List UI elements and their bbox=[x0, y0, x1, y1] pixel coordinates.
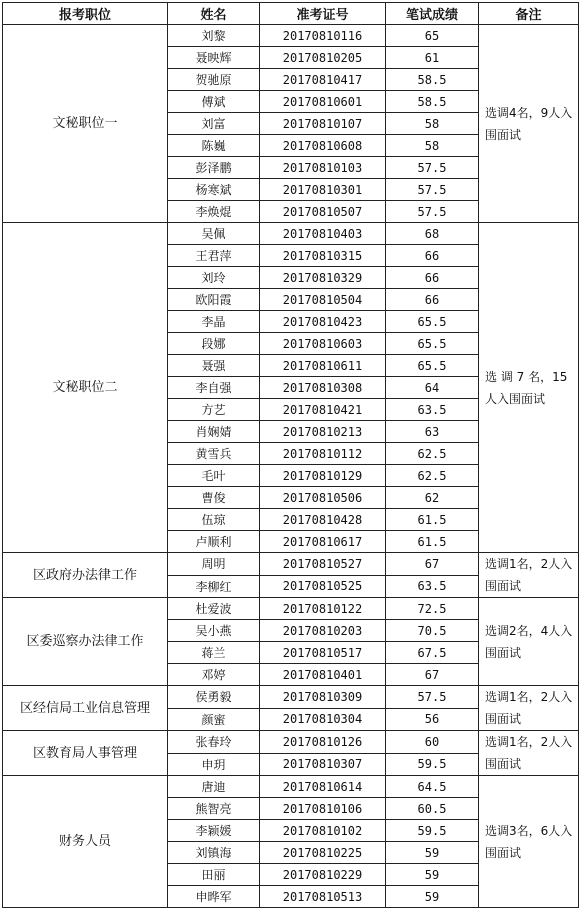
exam-id-cell: 20170810205 bbox=[260, 47, 386, 69]
exam-id-cell: 20170810617 bbox=[260, 531, 386, 553]
name-cell: 唐迪 bbox=[168, 776, 260, 798]
table-row bbox=[3, 598, 579, 620]
header-score: 笔试成绩 bbox=[386, 3, 479, 25]
exam-id-cell: 20170810504 bbox=[260, 289, 386, 311]
note-cell: 选调1名，2人入围面试 bbox=[479, 553, 579, 598]
exam-id-cell: 20170810329 bbox=[260, 267, 386, 289]
name-cell: 杨寒斌 bbox=[168, 179, 260, 201]
exam-id-cell: 20170810506 bbox=[260, 487, 386, 509]
note-cell: 选调3名，6人入围面试 bbox=[479, 776, 579, 908]
header-row bbox=[3, 3, 579, 25]
score-cell: 66 bbox=[386, 245, 479, 267]
name-cell: 肖娴婧 bbox=[168, 421, 260, 443]
name-cell: 方艺 bbox=[168, 399, 260, 421]
name-cell: 段娜 bbox=[168, 333, 260, 355]
name-cell: 周明 bbox=[168, 553, 260, 576]
exam-id-cell: 20170810309 bbox=[260, 686, 386, 709]
name-cell: 蒋兰 bbox=[168, 642, 260, 664]
table-row bbox=[3, 776, 579, 798]
exam-id-cell: 20170810308 bbox=[260, 377, 386, 399]
score-cell: 62.5 bbox=[386, 443, 479, 465]
exam-id-cell: 20170810112 bbox=[260, 443, 386, 465]
header-note: 备注 bbox=[479, 3, 579, 25]
score-cell: 57.5 bbox=[386, 686, 479, 709]
exam-id-cell: 20170810517 bbox=[260, 642, 386, 664]
score-cell: 58.5 bbox=[386, 69, 479, 91]
exam-id-cell: 20170810315 bbox=[260, 245, 386, 267]
name-cell: 聂强 bbox=[168, 355, 260, 377]
score-cell: 61.5 bbox=[386, 531, 479, 553]
score-cell: 66 bbox=[386, 289, 479, 311]
score-cell: 67 bbox=[386, 553, 479, 576]
name-cell: 李柳红 bbox=[168, 575, 260, 598]
exam-id-cell: 20170810401 bbox=[260, 664, 386, 686]
exam-id-cell: 20170810229 bbox=[260, 864, 386, 886]
score-cell: 62 bbox=[386, 487, 479, 509]
score-cell: 65.5 bbox=[386, 333, 479, 355]
exam-id-cell: 20170810608 bbox=[260, 135, 386, 157]
exam-id-cell: 20170810423 bbox=[260, 311, 386, 333]
exam-id-cell: 20170810102 bbox=[260, 820, 386, 842]
score-cell: 59 bbox=[386, 842, 479, 864]
exam-id-cell: 20170810428 bbox=[260, 509, 386, 531]
score-cell: 63.5 bbox=[386, 399, 479, 421]
name-cell: 吴小燕 bbox=[168, 620, 260, 642]
score-cell: 64.5 bbox=[386, 776, 479, 798]
score-cell: 59 bbox=[386, 886, 479, 908]
score-cell: 65 bbox=[386, 25, 479, 47]
table-row bbox=[3, 223, 579, 245]
exam-id-cell: 20170810601 bbox=[260, 91, 386, 113]
table-row bbox=[3, 731, 579, 754]
name-cell: 黄雪兵 bbox=[168, 443, 260, 465]
exam-id-cell: 20170810116 bbox=[260, 25, 386, 47]
name-cell: 杜爱波 bbox=[168, 598, 260, 620]
name-cell: 毛叶 bbox=[168, 465, 260, 487]
exam-id-cell: 20170810525 bbox=[260, 575, 386, 598]
score-cell: 56 bbox=[386, 708, 479, 731]
name-cell: 申晔军 bbox=[168, 886, 260, 908]
name-cell: 贺驰原 bbox=[168, 69, 260, 91]
name-cell: 邓婷 bbox=[168, 664, 260, 686]
position-cell: 财务人员 bbox=[3, 776, 168, 908]
note-cell: 选调1名，2人入围面试 bbox=[479, 686, 579, 731]
score-cell: 59.5 bbox=[386, 753, 479, 776]
note-cell: 选调1名，2人入围面试 bbox=[479, 731, 579, 776]
exam-id-cell: 20170810129 bbox=[260, 465, 386, 487]
name-cell: 陈巍 bbox=[168, 135, 260, 157]
exam-id-cell: 20170810421 bbox=[260, 399, 386, 421]
score-cell: 57.5 bbox=[386, 179, 479, 201]
score-cell: 58.5 bbox=[386, 91, 479, 113]
name-cell: 侯勇毅 bbox=[168, 686, 260, 709]
exam-id-cell: 20170810527 bbox=[260, 553, 386, 576]
table-row bbox=[3, 553, 579, 576]
name-cell: 李自强 bbox=[168, 377, 260, 399]
exam-id-cell: 20170810513 bbox=[260, 886, 386, 908]
score-cell: 63 bbox=[386, 421, 479, 443]
name-cell: 吴佩 bbox=[168, 223, 260, 245]
score-cell: 63.5 bbox=[386, 575, 479, 598]
exam-id-cell: 20170810403 bbox=[260, 223, 386, 245]
exam-id-cell: 20170810507 bbox=[260, 201, 386, 223]
exam-id-cell: 20170810307 bbox=[260, 753, 386, 776]
exam-id-cell: 20170810103 bbox=[260, 157, 386, 179]
exam-id-cell: 20170810225 bbox=[260, 842, 386, 864]
exam-id-cell: 20170810611 bbox=[260, 355, 386, 377]
score-cell: 58 bbox=[386, 135, 479, 157]
position-cell: 区委巡察办法律工作 bbox=[3, 598, 168, 686]
header-name: 姓名 bbox=[168, 3, 260, 25]
table-row bbox=[3, 686, 579, 709]
exam-id-cell: 20170810107 bbox=[260, 113, 386, 135]
table-row bbox=[3, 25, 579, 47]
results-table bbox=[2, 2, 579, 908]
note-cell: 选 调 7 名，15人入围面试 bbox=[479, 223, 579, 553]
name-cell: 傅斌 bbox=[168, 91, 260, 113]
name-cell: 熊智亮 bbox=[168, 798, 260, 820]
note-cell: 选调4名，9人入围面试 bbox=[479, 25, 579, 223]
name-cell: 欧阳霞 bbox=[168, 289, 260, 311]
exam-id-cell: 20170810301 bbox=[260, 179, 386, 201]
exam-id-cell: 20170810213 bbox=[260, 421, 386, 443]
name-cell: 刘镇海 bbox=[168, 842, 260, 864]
name-cell: 王君萍 bbox=[168, 245, 260, 267]
score-cell: 57.5 bbox=[386, 157, 479, 179]
score-cell: 68 bbox=[386, 223, 479, 245]
name-cell: 刘黎 bbox=[168, 25, 260, 47]
score-cell: 66 bbox=[386, 267, 479, 289]
position-cell: 区教育局人事管理 bbox=[3, 731, 168, 776]
name-cell: 李焕焜 bbox=[168, 201, 260, 223]
name-cell: 彭泽鹏 bbox=[168, 157, 260, 179]
note-cell: 选调2名，4人入围面试 bbox=[479, 598, 579, 686]
score-cell: 70.5 bbox=[386, 620, 479, 642]
name-cell: 申玥 bbox=[168, 753, 260, 776]
header-exam-id: 准考证号 bbox=[260, 3, 386, 25]
name-cell: 颜蜜 bbox=[168, 708, 260, 731]
score-cell: 67 bbox=[386, 664, 479, 686]
exam-id-cell: 20170810126 bbox=[260, 731, 386, 754]
score-cell: 61.5 bbox=[386, 509, 479, 531]
exam-id-cell: 20170810304 bbox=[260, 708, 386, 731]
header-position: 报考职位 bbox=[3, 3, 168, 25]
name-cell: 李颖媛 bbox=[168, 820, 260, 842]
position-cell: 文秘职位二 bbox=[3, 223, 168, 553]
name-cell: 刘玲 bbox=[168, 267, 260, 289]
name-cell: 刘富 bbox=[168, 113, 260, 135]
score-cell: 65.5 bbox=[386, 355, 479, 377]
exam-id-cell: 20170810417 bbox=[260, 69, 386, 91]
exam-id-cell: 20170810203 bbox=[260, 620, 386, 642]
score-cell: 65.5 bbox=[386, 311, 479, 333]
position-cell: 区政府办法律工作 bbox=[3, 553, 168, 598]
exam-id-cell: 20170810106 bbox=[260, 798, 386, 820]
table-body bbox=[3, 25, 579, 908]
name-cell: 卢顺利 bbox=[168, 531, 260, 553]
name-cell: 李晶 bbox=[168, 311, 260, 333]
score-cell: 59.5 bbox=[386, 820, 479, 842]
exam-id-cell: 20170810122 bbox=[260, 598, 386, 620]
score-cell: 72.5 bbox=[386, 598, 479, 620]
name-cell: 聂映辉 bbox=[168, 47, 260, 69]
exam-id-cell: 20170810603 bbox=[260, 333, 386, 355]
score-cell: 58 bbox=[386, 113, 479, 135]
name-cell: 张春玲 bbox=[168, 731, 260, 754]
name-cell: 伍琼 bbox=[168, 509, 260, 531]
score-cell: 60.5 bbox=[386, 798, 479, 820]
score-cell: 67.5 bbox=[386, 642, 479, 664]
score-cell: 62.5 bbox=[386, 465, 479, 487]
score-cell: 64 bbox=[386, 377, 479, 399]
score-cell: 61 bbox=[386, 47, 479, 69]
name-cell: 田丽 bbox=[168, 864, 260, 886]
score-cell: 59 bbox=[386, 864, 479, 886]
position-cell: 文秘职位一 bbox=[3, 25, 168, 223]
position-cell: 区经信局工业信息管理 bbox=[3, 686, 168, 731]
score-cell: 57.5 bbox=[386, 201, 479, 223]
score-cell: 60 bbox=[386, 731, 479, 754]
exam-id-cell: 20170810614 bbox=[260, 776, 386, 798]
name-cell: 曹俊 bbox=[168, 487, 260, 509]
